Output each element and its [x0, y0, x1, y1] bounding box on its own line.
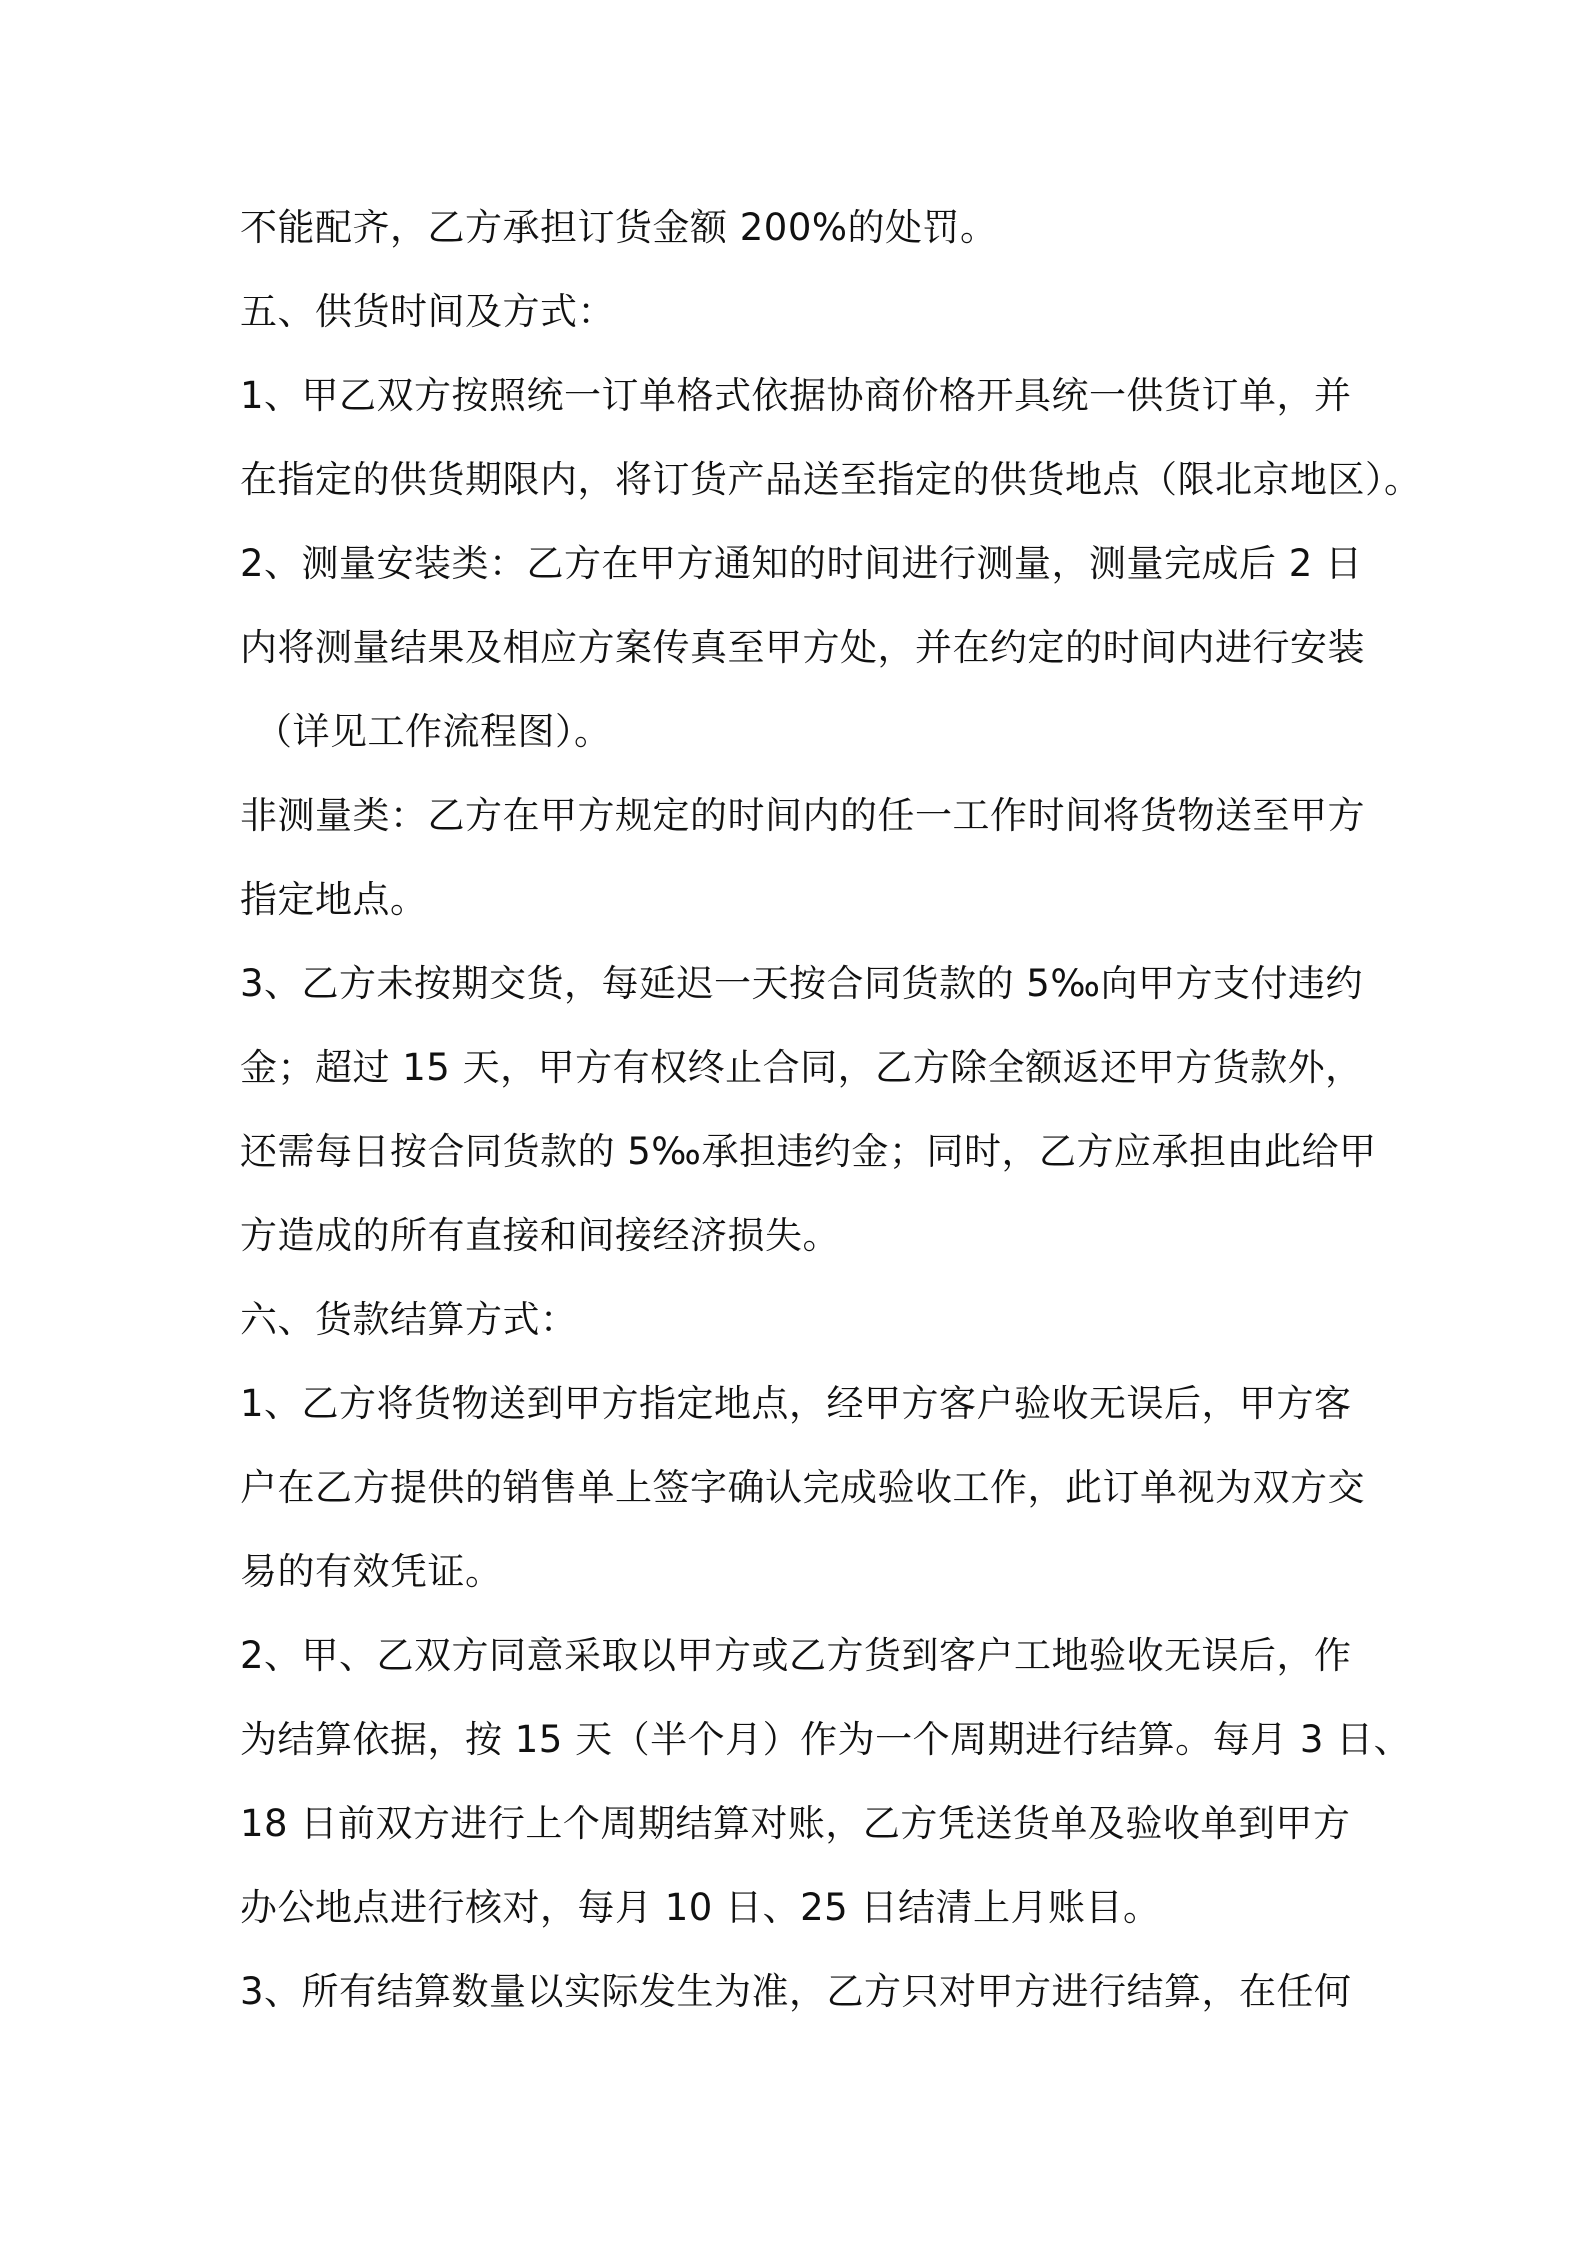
text-line: 1、甲乙双方按照统一订单格式依据协商价格开具统一供货订单，并 [240, 374, 1352, 417]
text-line: 户在乙方提供的销售单上签字确认完成验收工作，此订单视为双方交 [240, 1466, 1365, 1509]
text-line: 在指定的供货期限内，将订货产品送至指定的供货地点（限北京地区）。 [240, 458, 1422, 501]
text-line: 易的有效凭证。 [240, 1550, 503, 1593]
section-heading: 五、供货时间及方式： [240, 290, 615, 333]
text-line: 方造成的所有直接和间接经济损失。 [240, 1214, 840, 1257]
text-line: 1、乙方将货物送到甲方指定地点，经甲方客户验收无误后，甲方客 [240, 1382, 1352, 1425]
text-line: 2、甲、乙双方同意采取以甲方或乙方货到客户工地验收无误后，作 [240, 1634, 1352, 1677]
text-line: 2、测量安装类：乙方在甲方通知的时间进行测量，测量完成后 2 日 [240, 542, 1363, 585]
text-line: 为结算依据，按 15 天（半个月）作为一个周期进行结算。每月 3 日、 [240, 1718, 1412, 1761]
text-line: 3、所有结算数量以实际发生为准，乙方只对甲方进行结算，在任何 [240, 1970, 1352, 2013]
text-line: 金；超过 15 天，甲方有权终止合同，乙方除全额返还甲方货款外， [240, 1046, 1363, 1089]
text-line: 内将测量结果及相应方案传真至甲方处，并在约定的时间内进行安装 [240, 626, 1365, 669]
text-line: （详见工作流程图）。 [255, 710, 612, 753]
text-line: 18 日前双方进行上个周期结算对账，乙方凭送货单及验收单到甲方 [240, 1802, 1351, 1845]
text-line: 非测量类：乙方在甲方规定的时间内的任一工作时间将货物送至甲方 [240, 794, 1365, 837]
text-line: 办公地点进行核对，每月 10 日、25 日结清上月账目。 [240, 1886, 1161, 1929]
section-heading: 六、货款结算方式： [240, 1298, 578, 1341]
text-line: 指定地点。 [240, 878, 428, 921]
text-line: 还需每日按合同货款的 5‰承担违约金；同时，乙方应承担由此给甲 [240, 1130, 1377, 1173]
text-line: 不能配齐，乙方承担订货金额 200%的处罚。 [240, 206, 998, 249]
text-line: 3、乙方未按期交货，每延迟一天按合同货款的 5‰向甲方支付违约 [240, 962, 1363, 1005]
